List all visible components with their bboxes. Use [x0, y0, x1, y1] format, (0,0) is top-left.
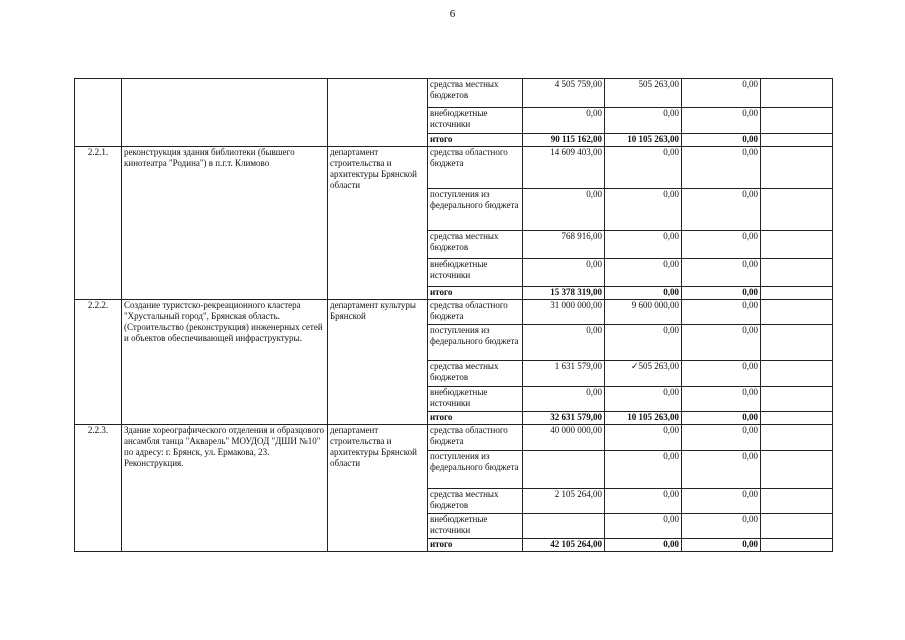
item-code: 2.2.3.: [75, 425, 122, 552]
page-number: 6: [449, 8, 456, 20]
amount-cell: 505 263,00: [605, 79, 682, 108]
amount-cell: 0,00: [605, 231, 682, 259]
amount-cell: 0,00: [682, 489, 761, 514]
item-code: 2.2.1.: [75, 147, 122, 300]
funding-source: средства местных бюджетов: [428, 489, 523, 514]
table-row: [75, 79, 833, 108]
amount-cell: 0,00: [605, 108, 682, 134]
table-row: [75, 147, 833, 189]
amount-cell: 0,00: [682, 539, 761, 552]
funding-source: внебюджетные источники: [428, 387, 523, 412]
amount-cell: 0,00: [605, 451, 682, 489]
amount-cell: [761, 259, 833, 287]
amount-cell: 31 000 000,00: [523, 300, 605, 325]
table-row: [75, 425, 833, 451]
item-title: [122, 79, 328, 147]
amount-cell: 40 000 000,00: [523, 425, 605, 451]
amount-cell: 42 105 264,00: [523, 539, 605, 552]
budget-table: [74, 78, 833, 552]
amount-cell: 0,00: [682, 79, 761, 108]
item-title: Здание хореографического отделения и образцового ансамбля танца "Акварель" МОУДОД "ДШИ №10" по адресу: г. Брянск, ул. Ермакова, 23. Реконструкция.: [122, 425, 328, 552]
amount-cell: 0,00: [682, 514, 761, 539]
item-title: Создание туристско-рекреационного кластера "Хрустальный город", Брянская область. (Строительство (реконструкция) инженерных сетей и объектов обеспечивающей инфраструктуры.: [122, 300, 328, 425]
amount-cell: [605, 361, 682, 387]
item-code: 2.2.2.: [75, 300, 122, 425]
table-body: [75, 79, 833, 552]
table-row: [75, 300, 833, 325]
amount-cell: [761, 300, 833, 325]
funding-source: внебюджетные источники: [428, 108, 523, 134]
item-executor: департамент культуры Брянской: [328, 300, 428, 425]
amount-cell: 0,00: [605, 147, 682, 189]
amount-cell: 0,00: [605, 539, 682, 552]
amount-cell: 0,00: [523, 259, 605, 287]
amount-cell: 0,00: [682, 412, 761, 425]
amount-cell: [761, 108, 833, 134]
amount-cell: 0,00: [682, 259, 761, 287]
amount-cell: 0,00: [682, 108, 761, 134]
amount-cell: [761, 361, 833, 387]
amount-cell: 0,00: [605, 425, 682, 451]
item-executor: департамент строительства и архитектуры Брянской области: [328, 425, 428, 552]
funding-source: средства областного бюджета: [428, 425, 523, 451]
amount-cell: [761, 189, 833, 231]
funding-source: средства областного бюджета: [428, 147, 523, 189]
funding-source: итого: [428, 412, 523, 425]
amount-cell: 90 115 162,00: [523, 134, 605, 147]
item-title: реконструкция здания библиотеки (бывшего кинотеатра "Родина") в п.г.т. Климово: [122, 147, 328, 300]
funding-source: поступления из федерального бюджета: [428, 189, 523, 231]
funding-source: поступления из федерального бюджета: [428, 451, 523, 489]
item-executor: [328, 79, 428, 147]
check-mark: ✓: [630, 361, 639, 371]
amount-cell: 768 916,00: [523, 231, 605, 259]
amount-cell: 0,00: [605, 325, 682, 361]
amount-cell: [761, 425, 833, 451]
item-executor: департамент строительства и архитектуры Брянской области: [328, 147, 428, 300]
amount-cell: 0,00: [682, 325, 761, 361]
amount-cell: 0,00: [682, 134, 761, 147]
amount-cell: 0,00: [523, 108, 605, 134]
funding-source: внебюджетные источники: [428, 514, 523, 539]
amount-value: 505 263,00: [638, 361, 679, 371]
amount-cell: [761, 79, 833, 108]
amount-cell: 10 105 263,00: [605, 134, 682, 147]
funding-source: средства местных бюджетов: [428, 231, 523, 259]
amount-cell: [523, 514, 605, 539]
amount-cell: 10 105 263,00: [605, 412, 682, 425]
amount-cell: 2 105 264,00: [523, 489, 605, 514]
funding-source: итого: [428, 539, 523, 552]
funding-source: средства местных бюджетов: [428, 79, 523, 108]
amount-cell: 0,00: [682, 361, 761, 387]
funding-source: внебюджетные источники: [428, 259, 523, 287]
amount-cell: [761, 539, 833, 552]
amount-cell: 0,00: [523, 189, 605, 231]
funding-source: итого: [428, 287, 523, 300]
amount-cell: [523, 451, 605, 489]
amount-cell: 0,00: [682, 189, 761, 231]
amount-cell: 0,00: [682, 231, 761, 259]
amount-cell: 4 505 759,00: [523, 79, 605, 108]
amount-cell: 14 609 403,00: [523, 147, 605, 189]
amount-cell: [761, 489, 833, 514]
amount-cell: [761, 325, 833, 361]
amount-cell: 0,00: [682, 300, 761, 325]
amount-cell: 0,00: [605, 259, 682, 287]
amount-cell: [761, 134, 833, 147]
amount-cell: 1 631 579,00: [523, 361, 605, 387]
amount-cell: [761, 387, 833, 412]
amount-cell: 0,00: [682, 451, 761, 489]
amount-cell: [761, 287, 833, 300]
amount-cell: [761, 451, 833, 489]
funding-source: поступления из федерального бюджета: [428, 325, 523, 361]
item-code: [75, 79, 122, 147]
amount-cell: 0,00: [682, 147, 761, 189]
amount-cell: 0,00: [682, 387, 761, 412]
amount-cell: 0,00: [605, 489, 682, 514]
amount-cell: [761, 412, 833, 425]
amount-cell: 0,00: [605, 287, 682, 300]
amount-cell: [761, 147, 833, 189]
amount-cell: 0,00: [523, 387, 605, 412]
amount-cell: 0,00: [605, 514, 682, 539]
amount-cell: 0,00: [523, 325, 605, 361]
amount-cell: [761, 231, 833, 259]
funding-source: итого: [428, 134, 523, 147]
amount-cell: 0,00: [605, 189, 682, 231]
amount-cell: 9 600 000,00: [605, 300, 682, 325]
amount-cell: 0,00: [605, 387, 682, 412]
amount-cell: [761, 514, 833, 539]
amount-cell: 15 378 319,00: [523, 287, 605, 300]
funding-source: средства областного бюджета: [428, 300, 523, 325]
amount-cell: 32 631 579,00: [523, 412, 605, 425]
amount-cell: 0,00: [682, 287, 761, 300]
amount-cell: 0,00: [682, 425, 761, 451]
funding-source: средства местных бюджетов: [428, 361, 523, 387]
